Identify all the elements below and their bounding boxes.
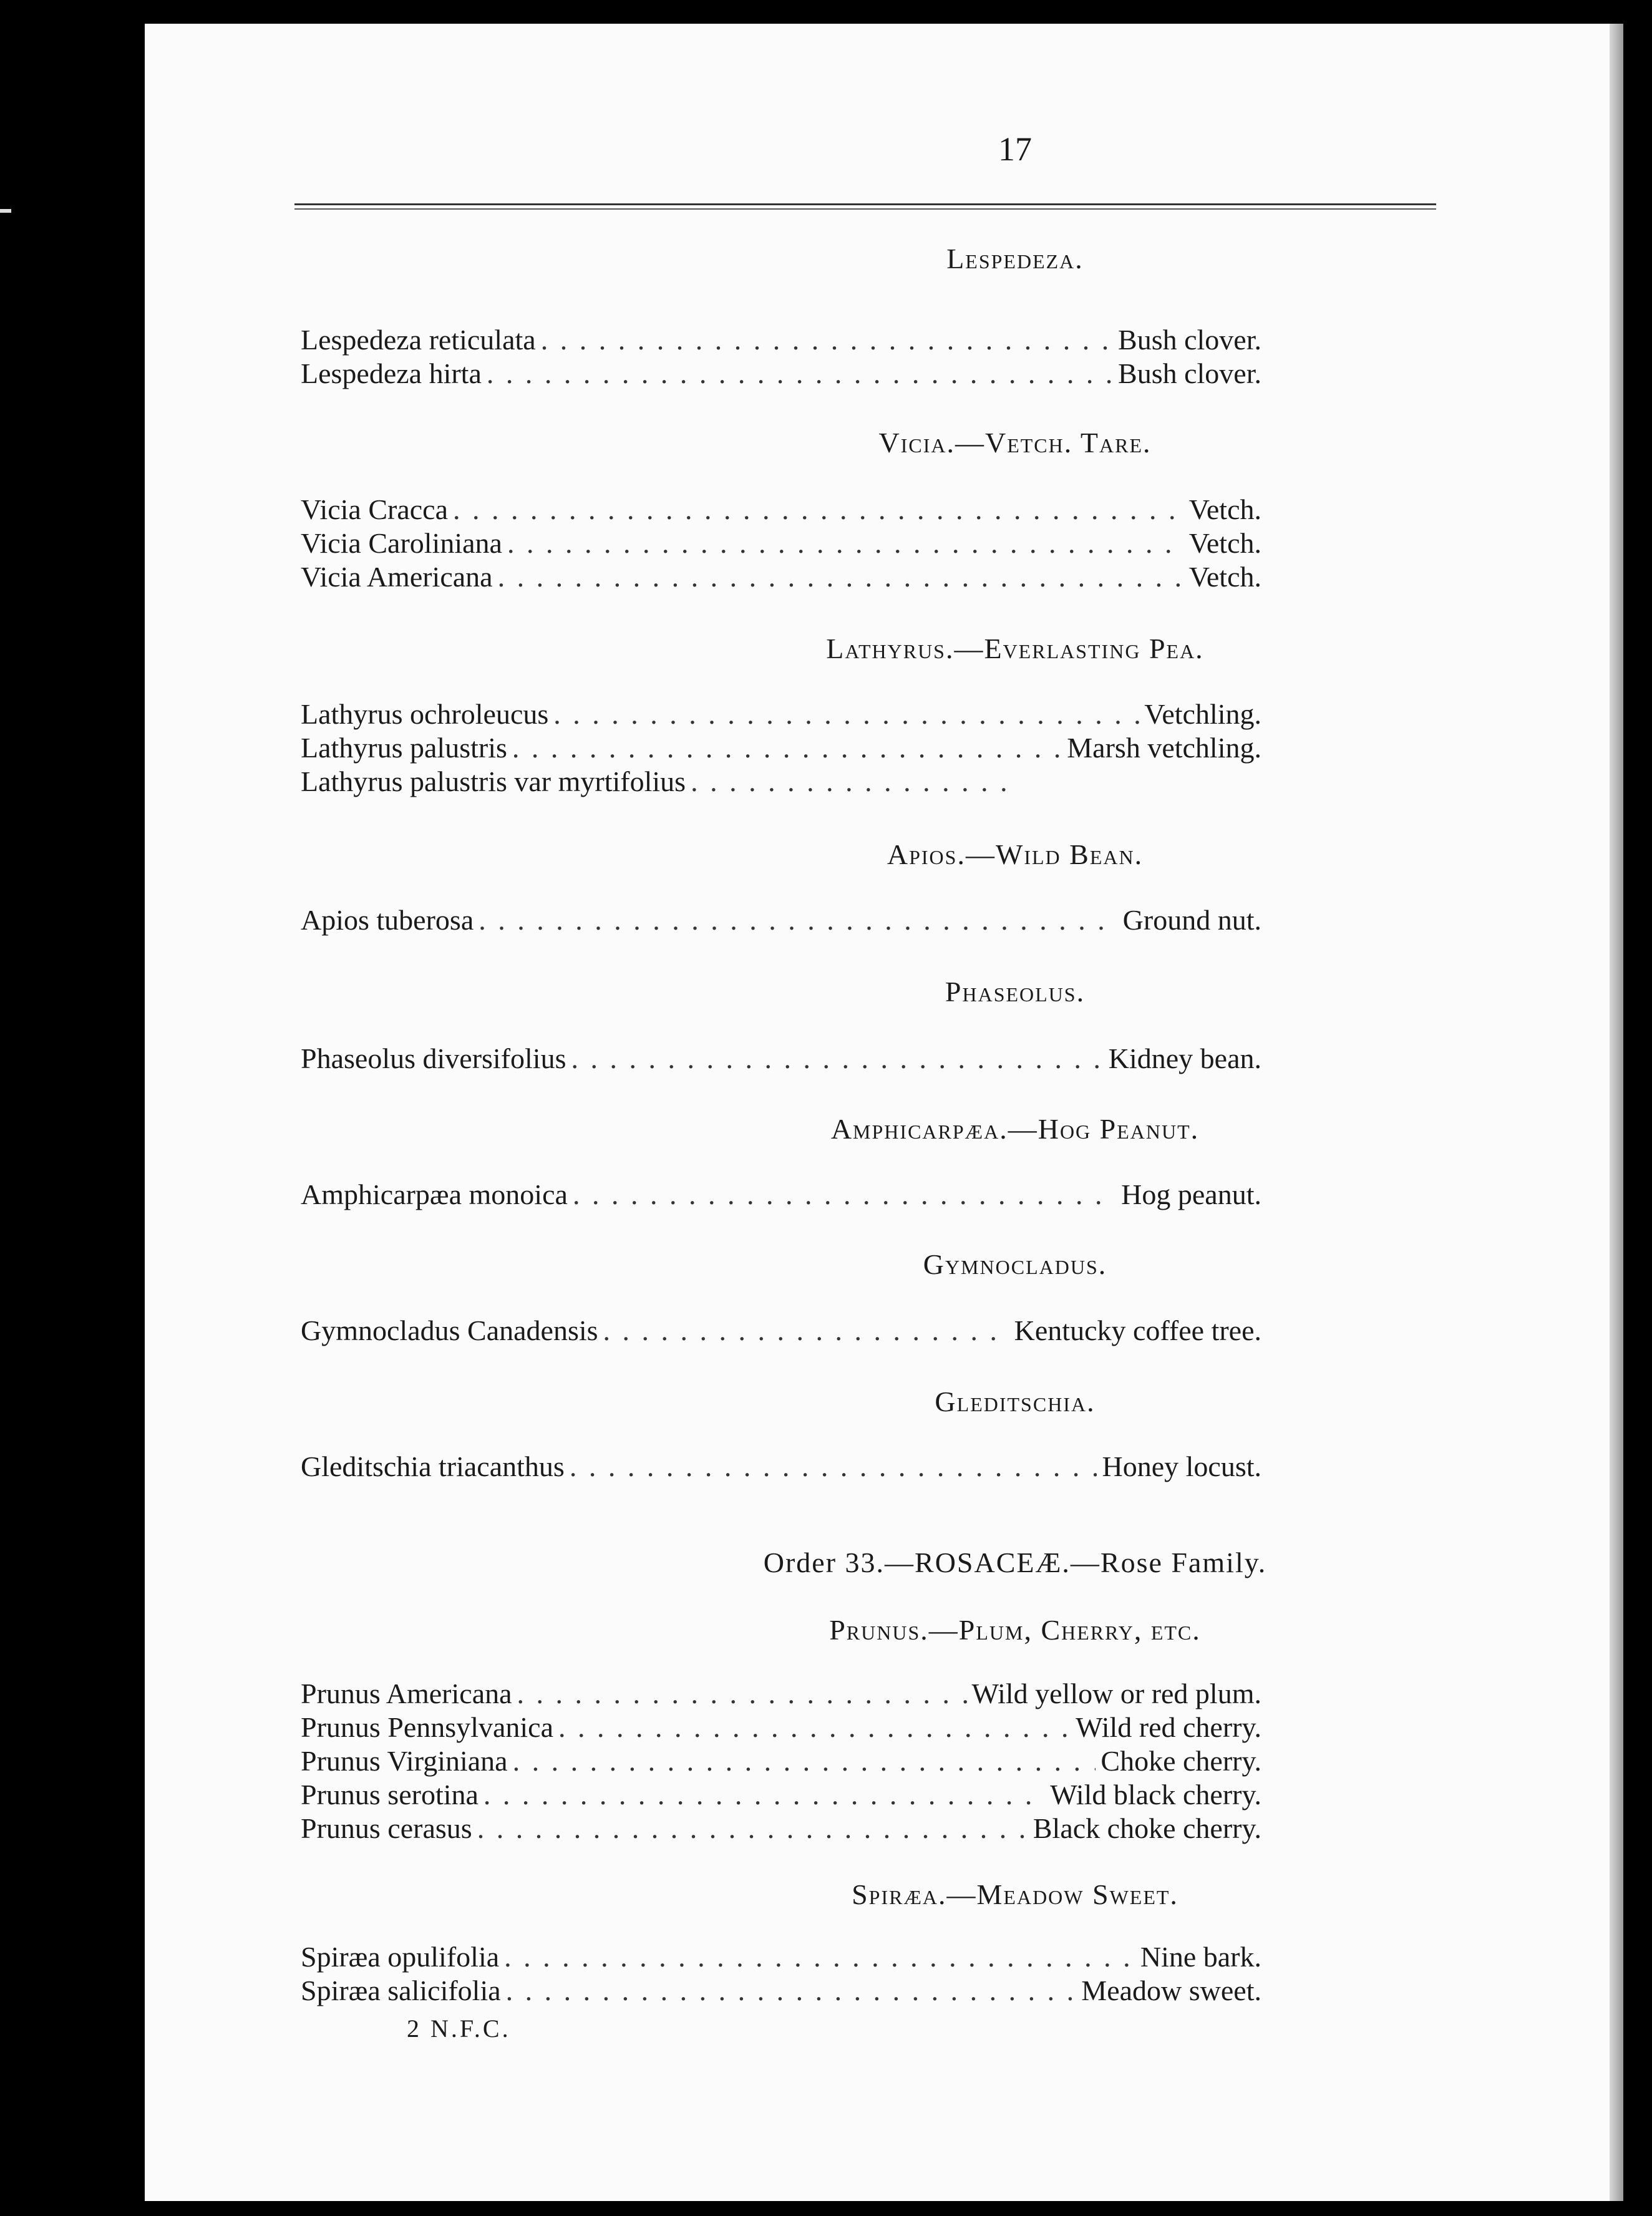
list-item	[301, 1812, 1261, 1845]
list-item	[301, 1677, 1261, 1711]
latin-name: Lespedeza hirta	[301, 357, 482, 389]
header-rule	[294, 203, 1436, 210]
latin-name: Gleditschia triacanthus	[301, 1451, 565, 1482]
latin-name: Prunus Americana	[301, 1678, 512, 1709]
dot-leader	[573, 1178, 1116, 1211]
dot-leader	[483, 1778, 1045, 1811]
latin-name: Lespedeza reticulata	[301, 324, 536, 356]
list-item	[301, 731, 1261, 765]
list-item	[301, 1450, 1261, 1484]
latin-name: Spiræa opulifolia	[301, 1941, 500, 1973]
common-name: Vetch.	[1188, 527, 1261, 559]
scan-artifact	[0, 209, 11, 213]
section-heading-gymnocladus: Gymnocladus.	[923, 1248, 1107, 1280]
latin-name: Lathyrus palustris var myrtifolius	[301, 765, 686, 797]
common-name: Bush clover.	[1118, 357, 1261, 389]
dot-leader	[507, 527, 1184, 560]
dot-leader	[570, 1450, 1097, 1483]
list-item	[301, 357, 1261, 391]
common-name: Wild yellow or red plum.	[971, 1678, 1261, 1709]
dot-leader	[512, 731, 1062, 764]
page-edge-shadow	[1610, 24, 1623, 2201]
dot-leader	[571, 1042, 1103, 1075]
list-item	[301, 493, 1261, 527]
dot-leader	[603, 1314, 1009, 1347]
section-heading-prunus: Prunus.—Plum, Cherry, etc.	[829, 1614, 1201, 1646]
dot-leader	[517, 1677, 967, 1710]
common-name: Vetchling.	[1144, 698, 1261, 730]
section-heading-amphicarpaea: Amphicarpæa.—Hog Peanut.	[830, 1113, 1200, 1145]
common-name: Choke cherry.	[1101, 1745, 1261, 1777]
dot-leader	[504, 1940, 1135, 1973]
common-name: Meadow sweet.	[1081, 1975, 1261, 2006]
common-name: Wild red cherry.	[1076, 1711, 1261, 1743]
latin-name: Lathyrus ochroleucus	[301, 698, 549, 730]
common-name: Nine bark.	[1140, 1941, 1261, 1973]
list-item	[301, 1178, 1261, 1212]
common-name: Kidney bean.	[1108, 1042, 1261, 1074]
common-name: Ground nut.	[1122, 904, 1261, 936]
section-heading-phaseolus: Phaseolus.	[945, 976, 1086, 1008]
list-item	[301, 323, 1261, 357]
document-page	[145, 24, 1623, 2201]
dot-leader	[453, 493, 1184, 526]
dot-leader	[558, 1711, 1071, 1744]
section-heading-lathyrus: Lathyrus.—Everlasting Pea.	[826, 633, 1204, 664]
dot-leader	[479, 903, 1117, 936]
latin-name: Gymnocladus Canadensis	[301, 1315, 598, 1346]
latin-name: Phaseolus diversifolius	[301, 1042, 566, 1074]
common-name: Wild black cherry.	[1050, 1779, 1261, 1810]
common-name: Black choke cherry.	[1032, 1812, 1261, 1844]
order-heading-rosaceae: Order 33.—ROSACEÆ.—Rose Family.	[763, 1547, 1267, 1578]
list-item	[301, 697, 1261, 731]
common-name: Vetch.	[1188, 493, 1261, 525]
dot-leader	[498, 560, 1184, 593]
section-heading-gleditschia: Gleditschia.	[935, 1386, 1096, 1417]
list-item	[301, 1314, 1261, 1348]
latin-name: Vicia Cracca	[301, 493, 449, 525]
latin-name: Vicia Americana	[301, 561, 493, 593]
common-name: Honey locust.	[1102, 1451, 1261, 1482]
common-name: Vetch.	[1188, 561, 1261, 593]
dot-leader	[506, 1974, 1077, 2007]
latin-name: Prunus Pennsylvanica	[301, 1711, 554, 1743]
latin-name: Amphicarpæa monoica	[301, 1178, 568, 1210]
dot-leader	[541, 323, 1113, 356]
common-name: Marsh vetchling.	[1067, 732, 1261, 764]
dot-leader	[477, 1812, 1028, 1845]
section-heading-apios: Apios.—Wild Bean.	[887, 838, 1144, 870]
section-heading-lespedeza: Lespedeza.	[946, 243, 1084, 275]
list-item	[301, 1974, 1261, 2008]
list-item	[301, 527, 1261, 560]
common-name: Hog peanut.	[1121, 1178, 1261, 1210]
common-name: Kentucky coffee tree.	[1014, 1315, 1261, 1346]
common-name: Bush clover.	[1118, 324, 1261, 356]
list-item	[301, 903, 1261, 937]
list-item	[301, 560, 1261, 594]
latin-name: Vicia Caroliniana	[301, 527, 502, 559]
latin-name: Prunus Virginiana	[301, 1745, 508, 1777]
latin-name: Spiræa salicifolia	[301, 1975, 501, 2006]
list-item	[301, 1711, 1261, 1744]
latin-name: Apios tuberosa	[301, 904, 474, 936]
dot-leader	[487, 357, 1113, 390]
dot-leader	[513, 1744, 1096, 1777]
dot-leader	[691, 765, 1007, 798]
list-item	[301, 1042, 1261, 1076]
list-item	[301, 765, 1012, 799]
latin-name: Prunus cerasus	[301, 1812, 472, 1844]
dot-leader	[553, 697, 1139, 731]
latin-name: Prunus serotina	[301, 1779, 479, 1810]
section-heading-spiraea: Spiræa.—Meadow Sweet.	[852, 1878, 1178, 1910]
list-item	[301, 1744, 1261, 1778]
list-item	[301, 1778, 1261, 1812]
latin-name: Lathyrus palustris	[301, 732, 507, 764]
section-heading-vicia: Vicia.—Vetch. Tare.	[878, 427, 1152, 459]
page-number: 17	[998, 130, 1032, 168]
signature-mark: 2 N.F.C.	[407, 2014, 511, 2043]
list-item	[301, 1940, 1261, 1974]
